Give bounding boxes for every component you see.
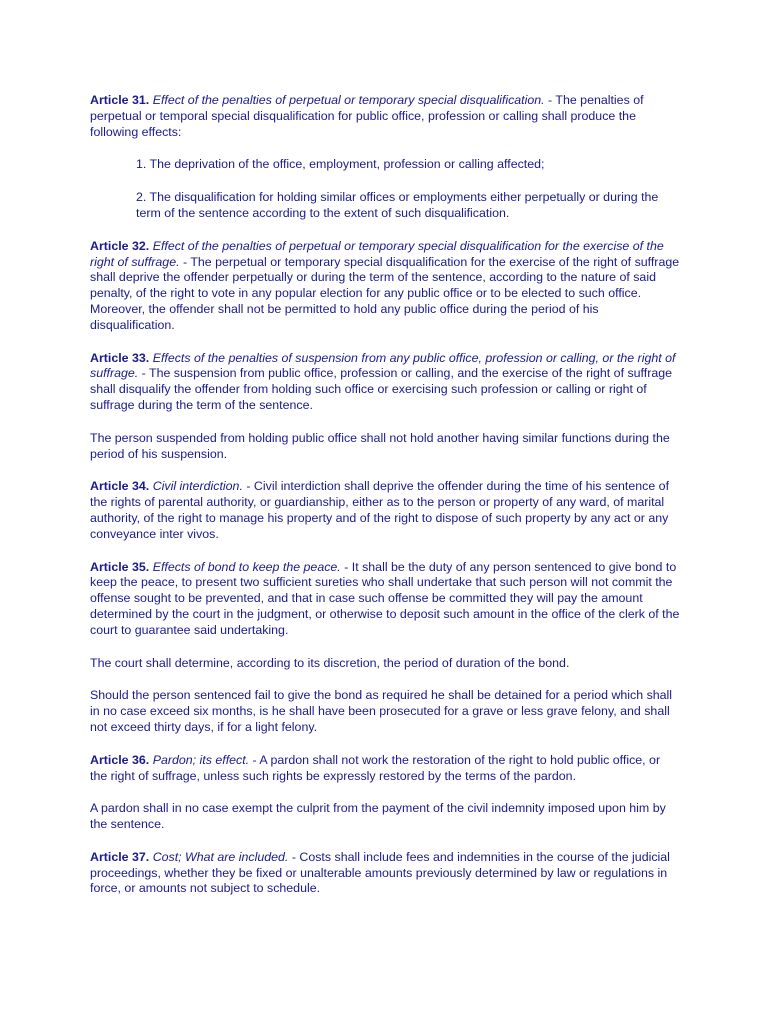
article-31-title: Effect of the penalties of perpetual or temporary special disqualification. [152, 93, 545, 107]
article-34-body: - Civil interdiction shall deprive the offender during the time of his sentence of the rights of parental authority, or guardianship, either as to the person or property of any ward, of marital authority, of the right to manage his property and of the right to dispose of such property by any act or any conveyance inter vivos. [90, 479, 670, 541]
article-36-label: Article 36. [90, 752, 150, 767]
article-31-item-1: 1. The deprivation of the office, employment, profession or calling affected; [136, 157, 545, 172]
article-34-title: Civil interdiction. [152, 479, 243, 494]
article-37-label: Article 37. [90, 849, 150, 864]
document-page [90, 93, 680, 914]
article-35-extra-2: Should the person sentenced fail to give the bond as required he shall be detained for a period which shall in no case exceed six months, is he shall have been prosecuted for a grave or less grave felony, and shall not exceed thirty days, if for a light felony. [90, 688, 673, 734]
article-37 [90, 850, 680, 897]
article-31-label: Article 31. [90, 93, 150, 107]
article-33-body: - The suspension from public office, profession or calling, and the exercise of the right of suffrage shall disqualify the offender from holding such office or exercising such profession or calling or right of suffrage during the term of the sentence. [90, 366, 673, 412]
article-32-body: - The perpetual or temporary special disqualification for the exercise of the right of suffrage shall deprive the offender perpetually or during the term of the sentence, according to the nature of said penalty, of the right to vote in any popular election for any public office or to be elected to such office. Moreover, the offender shall not be permitted to hold any public office during the period of his disqualification. [90, 254, 680, 332]
article-36-body: - A pardon shall not work the restoration of the right to hold public office, or the right of suffrage, unless such rights be expressly restored by the terms of the pardon. [90, 752, 661, 783]
article-34 [90, 479, 680, 542]
article-35-body: - It shall be the duty of any person sentenced to give bond to keep the peace, to present two sufficient sureties who shall undertake that such person will not commit the offense sought to be prevented, and that in case such offense be committed they will pay the amount determined by the court in the judgment, or otherwise to deposit such amount in the office of the clerk of the court to guarantee said undertaking. [90, 559, 680, 637]
article-37-title: Cost; What are included. [152, 849, 289, 864]
article-32-title: Effect of the penalties of perpetual or temporary special disqualification for the exercise of the right of suffrage. [90, 238, 664, 269]
article-32 [90, 239, 680, 334]
article-35-label: Article 35. [90, 559, 150, 574]
article-36 [90, 753, 680, 785]
article-35 [90, 560, 680, 639]
article-31-body: - The penalties of perpetual or temporal special disqualification for public office, profession or calling shall produce the following effects: [90, 93, 644, 139]
article-33-label: Article 33. [90, 350, 150, 365]
article-35-title: Effects of bond to keep the peace. [152, 559, 341, 574]
article-36-extra: A pardon shall in no case exempt the culprit from the payment of the civil indemnity imposed upon him by the sentence. [90, 801, 666, 832]
article-32-label: Article 32. [90, 238, 150, 253]
article-31 [90, 93, 680, 140]
article-34-label: Article 34. [90, 479, 150, 494]
article-33-extra: The person suspended from holding public office shall not hold another having similar functions during the period of his suspension. [90, 430, 670, 461]
article-35-extra-1: The court shall determine, according to its discretion, the period of duration of the bond. [90, 655, 570, 670]
article-31-item-2: 2. The disqualification for holding similar offices or employments either perpetually or during the term of the sentence according to the extent of such disqualification. [136, 190, 659, 220]
article-33-title: Effects of the penalties of suspension from any public office, profession or calling, or the right of suffrage. [90, 350, 676, 381]
article-37-body: - Costs shall include fees and indemnities in the course of the judicial proceedings, whether they be fixed or unalterable amounts previously determined by law or regulations in force, or amounts not subject to schedule. [90, 849, 670, 896]
article-36-title: Pardon; its effect. [152, 752, 250, 767]
article-33 [90, 351, 680, 414]
